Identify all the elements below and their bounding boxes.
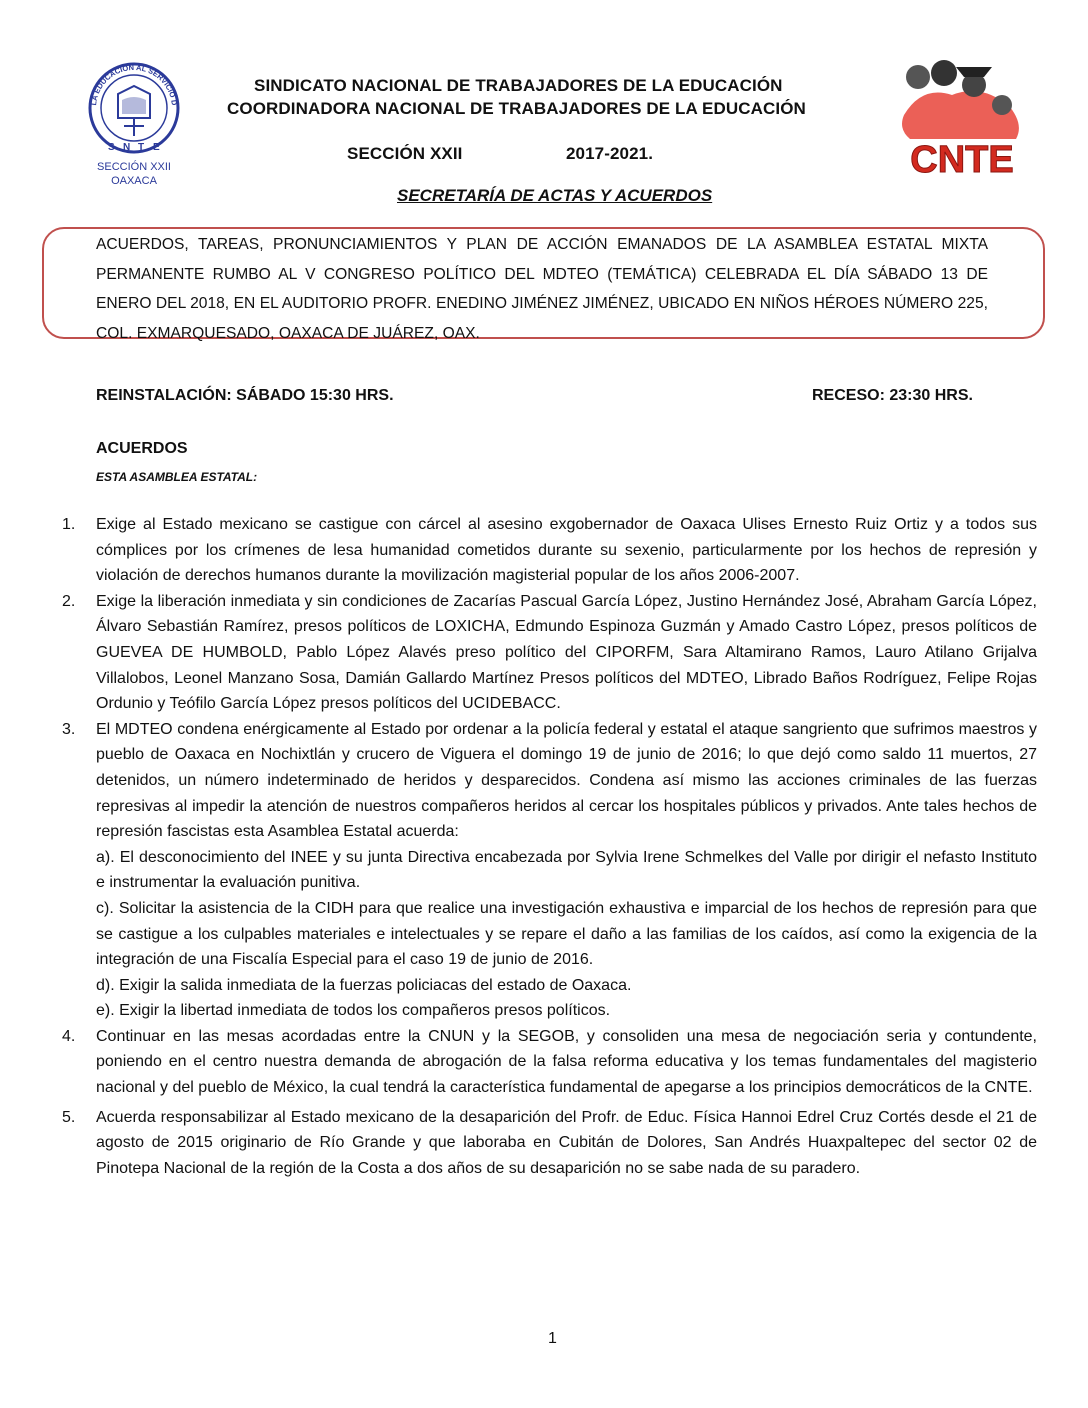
header-section: SECCIÓN XXII <box>347 144 463 163</box>
page-number: 1 <box>548 1330 557 1347</box>
intro-box-text: ACUERDOS, TAREAS, PRONUNCIAMIENTOS Y PLAN DE ACCIÓN EMANADOS DE LA ASAMBLEA ESTATAL MIXTA PERMANENTE RUMBO AL V CONGRESO POLÍTICO DEL MDTEO (TEMÁTICA) CELEBRADA EL DÍA SÁBADO 13 DE ENERO DEL 2018, EN EL AUDITORIO PROFR. ENEDINO JIMÉNEZ JIMÉNEZ, UBICADO EN NIÑOS HÉROES NÚMERO 225, COL. EXMARQUESADO, OAXACA DE JUÁREZ, OAX. <box>96 236 988 342</box>
acuerdos-subtitle: ESTA ASAMBLEA ESTATAL: <box>96 470 258 484</box>
logo-caption-section: SECCIÓN XXII <box>97 161 171 173</box>
secretaria-title: SECRETARÍA DE ACTAS Y ACUERDOS <box>397 186 713 205</box>
sub-item: d). Exigir la salida inmediata de la fuerzas policiacas del estado de Oaxaca. <box>96 976 632 994</box>
receso-time: RECESO: 23:30 HRS. <box>812 387 973 404</box>
snte-logo <box>78 60 190 190</box>
header-line-1: SINDICATO NACIONAL DE TRABAJADORES DE LA EDUCACIÓN <box>254 76 783 95</box>
list-item <box>62 1105 1037 1182</box>
header-line-2: COORDINADORA NACIONAL DE TRABAJADORES DE LA EDUCACIÓN <box>227 99 806 118</box>
sub-item: a). El desconocimiento del INEE y su junta Directiva encabezada por Sylvia Irene Schmelkes del Valle por dirigir el nefasto Instituto e instrumentar la evaluación punitiva. <box>96 848 1037 892</box>
cnte-logo <box>892 55 1032 185</box>
item-number: 5. <box>62 1108 76 1126</box>
item-text: Acuerda responsabilizar al Estado mexicano de la desaparición del Profr. de Educ. Física Hannoi Edrel Cruz Cortés desde el 21 de agosto de 2015 originario de Río Grande y que laboraba en Cubitán de Dolores, San Andrés Huaxpaltepec del sector 02 de Pinotepa Nacional de la región de la Costa a dos años de su desaparición no se sabe nada de su paradero. <box>96 1108 1037 1177</box>
list-item <box>62 512 1037 589</box>
logo-ring-text: LA EDUCACIÓN AL SERVICIO D <box>89 62 179 106</box>
item-number: 1. <box>62 516 76 533</box>
logo-letter-t: T <box>138 142 145 153</box>
item-text: Exige al Estado mexicano se castigue con cárcel al asesino exgobernador de Oaxaca Ulises Ernesto Ruiz Ortiz y a todos sus cómplices por los crímenes de lesa humanidad cometidos durante su sexenio, particularmente por los hechos de represión y violación de derechos humanos durante la movilización magisterial popular de los años 2006-2007. <box>96 516 1037 585</box>
sub-item: c). Solicitar la asistencia de la CIDH para que realice una investigación exhaustiva e imparcial de los hechos de represión para que se castigue a los culpables materiales e intelectuales y se repare el daño a las familias de los caídos, así como la exigencia de la integración de una Fiscalía Especial para el caso 19 de junio de 2016. <box>96 899 1037 969</box>
item-number: 4. <box>62 1027 76 1045</box>
logo-letter-e: E <box>153 142 160 153</box>
acuerdos-list <box>62 512 1037 1181</box>
item-text: El MDTEO condena enérgicamente al Estado por ordenar a la policía federal y estatal el ataque sangriento que sufrimos maestros y pueblo de Oaxaca en Nochixtlán y crucero de Viguera el domingo 19 de junio de 2016; lo que dejó como saldo 11 muertos, 27 detenidos, un número indeterminado de heridos y desparecidos. Condena así mismo las acciones criminales de las fuerzas represivas al impedir la atención de nuestros compañeros heridos al cercar los hospitales públicos y privados. Ante tales hechos de represión fascistas esta Asamblea Estatal acuerda: <box>96 720 1037 841</box>
item-number: 2. <box>62 592 76 610</box>
item-text: Continuar en las mesas acordadas entre la CNUN y la SEGOB, y consoliden una mesa de negociación seria y contundente, poniendo en el centro nuestra demanda de abrogación de la falsa reforma educativa y los temas fundamentales del magisterio nacional y del pueblo de México, la cual tendrá la característica fundamental de apegarse a los principios democráticos de la CNTE. <box>96 1027 1037 1097</box>
acuerdos-title: ACUERDOS <box>96 440 188 457</box>
logo-letter-s: S <box>108 142 115 153</box>
cnte-logo-text: CNTE <box>910 139 1014 181</box>
list-item <box>62 717 1037 845</box>
reinstalacion-time: REINSTALACIÓN: SÁBADO 15:30 HRS. <box>96 387 394 404</box>
list-item <box>62 1024 1037 1101</box>
list-item <box>62 589 1037 717</box>
logo-letter-n: N <box>123 142 131 153</box>
sub-item: e). Exigir la libertad inmediata de todos los compañeros presos políticos. <box>96 1002 611 1020</box>
item-text: Exige la liberación inmediata y sin condiciones de Zacarías Pascual García López, Justino Hernández José, Abraham García López, Álvaro Sebastián Ramírez, presos políticos de LOXICHA, Edmundo Espinoza Guzmán y Amado Castro López, presos políticos de GUEVEA DE HUMBOLD, Pablo López Alavés preso político del CIPORFM, Sara Altamirano Ramos, Lauro Atilano Grijalva Villalobos, Leonel Manzano Sosa, Damián Gallardo Martínez Presos políticos del MDTEO, Librado Baños Rodríguez, Felipe Rojas Ordunio y Teófilo García López presos políticos del UCIDEBACC. <box>96 592 1037 713</box>
item-number: 3. <box>62 720 76 738</box>
logo-caption-oaxaca: OAXACA <box>111 175 157 187</box>
header-period: 2017-2021. <box>566 144 654 163</box>
